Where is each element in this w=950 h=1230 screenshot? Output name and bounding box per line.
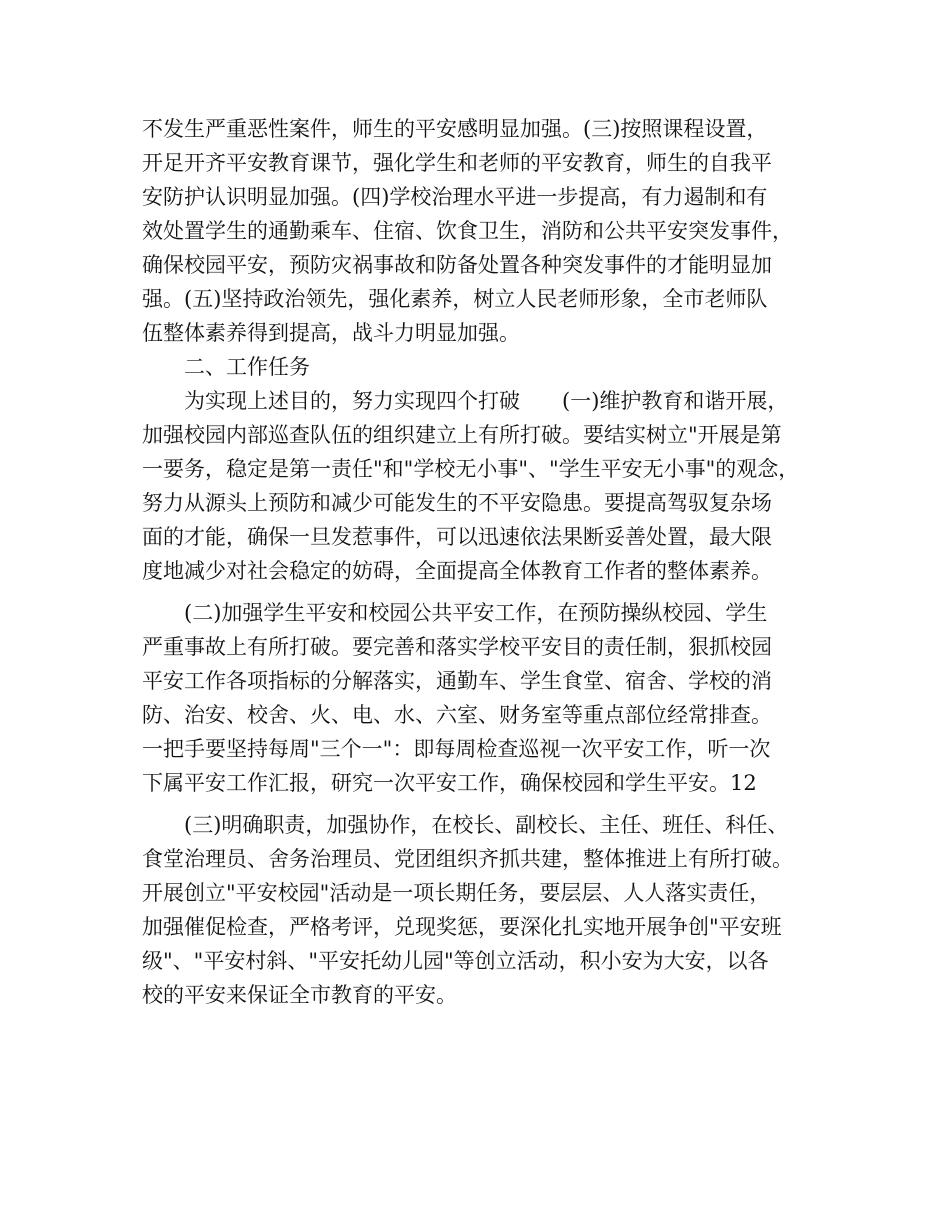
section-heading: 二、工作任务 — [184, 355, 310, 379]
text-line: 安防护认识明显加强。(四)学校治理水平进一步提高，有力遏制和有 — [142, 185, 768, 209]
text-line: 开足开齐平安教育课节，强化学生和老师的平安教育，师生的自我平 — [142, 151, 772, 175]
text-line: 级"、"平安村斜、"平安托幼儿园"等创立活动，积小安为大安，以各 — [142, 949, 769, 973]
text-line: 防、治安、校舍、火、电、水、六室、财务室等重点部位经常排查。 — [142, 703, 772, 727]
document-body — [142, 112, 832, 1012]
paragraph-task-three — [142, 808, 832, 1012]
text-line: 努力从源头上预防和减少可能发生的不平安隐患。要提高驾驭复杂场 — [142, 491, 772, 515]
text-line: (二)加强学生平安和校园公共平安工作，在预防操纵校园、学生 — [184, 601, 768, 625]
text-line: 一把手要坚持每周"三个一"：即每周检查巡视一次平安工作，听一次 — [142, 737, 771, 761]
paragraph-task-one — [142, 384, 832, 588]
text-line: 不发生严重恶性案件，师生的平安感明显加强。(三)按照课程设置， — [142, 117, 768, 141]
paragraph-task-two — [142, 596, 832, 800]
paragraph-goals-continued — [142, 112, 832, 350]
text-line: 下属平安工作汇报，研究一次平安工作，确保校园和学生平安。12 — [142, 771, 757, 795]
text-line: 度地减少对社会稳定的妨碍，全面提高全体教育工作者的整体素养。 — [142, 559, 772, 583]
text-line: 校的平安来保证全市教育的平安。 — [142, 983, 457, 1007]
text-line: 平安工作各项指标的分解落实，通勤车、学生食堂、宿舍、学校的消 — [142, 669, 772, 693]
text-line: 加强催促检查，严格考评，兑现奖惩，要深化扎实地开展争创"平安班 — [142, 915, 782, 939]
text-line: (三)明确职责，加强协作，在校长、副校长、主任、班任、科任、 — [184, 813, 789, 837]
text-line: 一要务，稳定是第一责任"和"学校无小事"、"学生平安无小事"的观念， — [142, 457, 800, 481]
text-line: 确保校园平安，预防灾祸事故和防备处置各种突发事件的才能明显加 — [142, 253, 772, 277]
text-line: 为实现上述目的，努力实现四个打破 (一)维护教育和谐开展， — [184, 389, 789, 413]
text-line: 严重事故上有所打破。要完善和落实学校平安目的责任制，狠抓校园 — [142, 635, 772, 659]
text-line: 加强校园内部巡查队伍的组织建立上有所打破。要结实树立"开展是第 — [142, 423, 782, 447]
text-line: 效处置学生的通勤乘车、住宿、饮食卫生，消防和公共平安突发事件， — [142, 219, 793, 243]
text-line: 强。(五)坚持政治领先，强化素养，树立人民老师形象，全市老师队 — [142, 287, 768, 311]
text-line: 伍整体素养得到提高，战斗力明显加强。 — [142, 321, 520, 345]
text-line: 面的才能，确保一旦发惹事件，可以迅速依法果断妥善处置，最大限 — [142, 525, 772, 549]
text-line: 开展创立"平安校园"活动是一项长期任务，要层层、人人落实责任， — [142, 881, 771, 905]
text-line: 食堂治理员、舍务治理员、党团组织齐抓共建，整体推进上有所打破。 — [142, 847, 793, 871]
